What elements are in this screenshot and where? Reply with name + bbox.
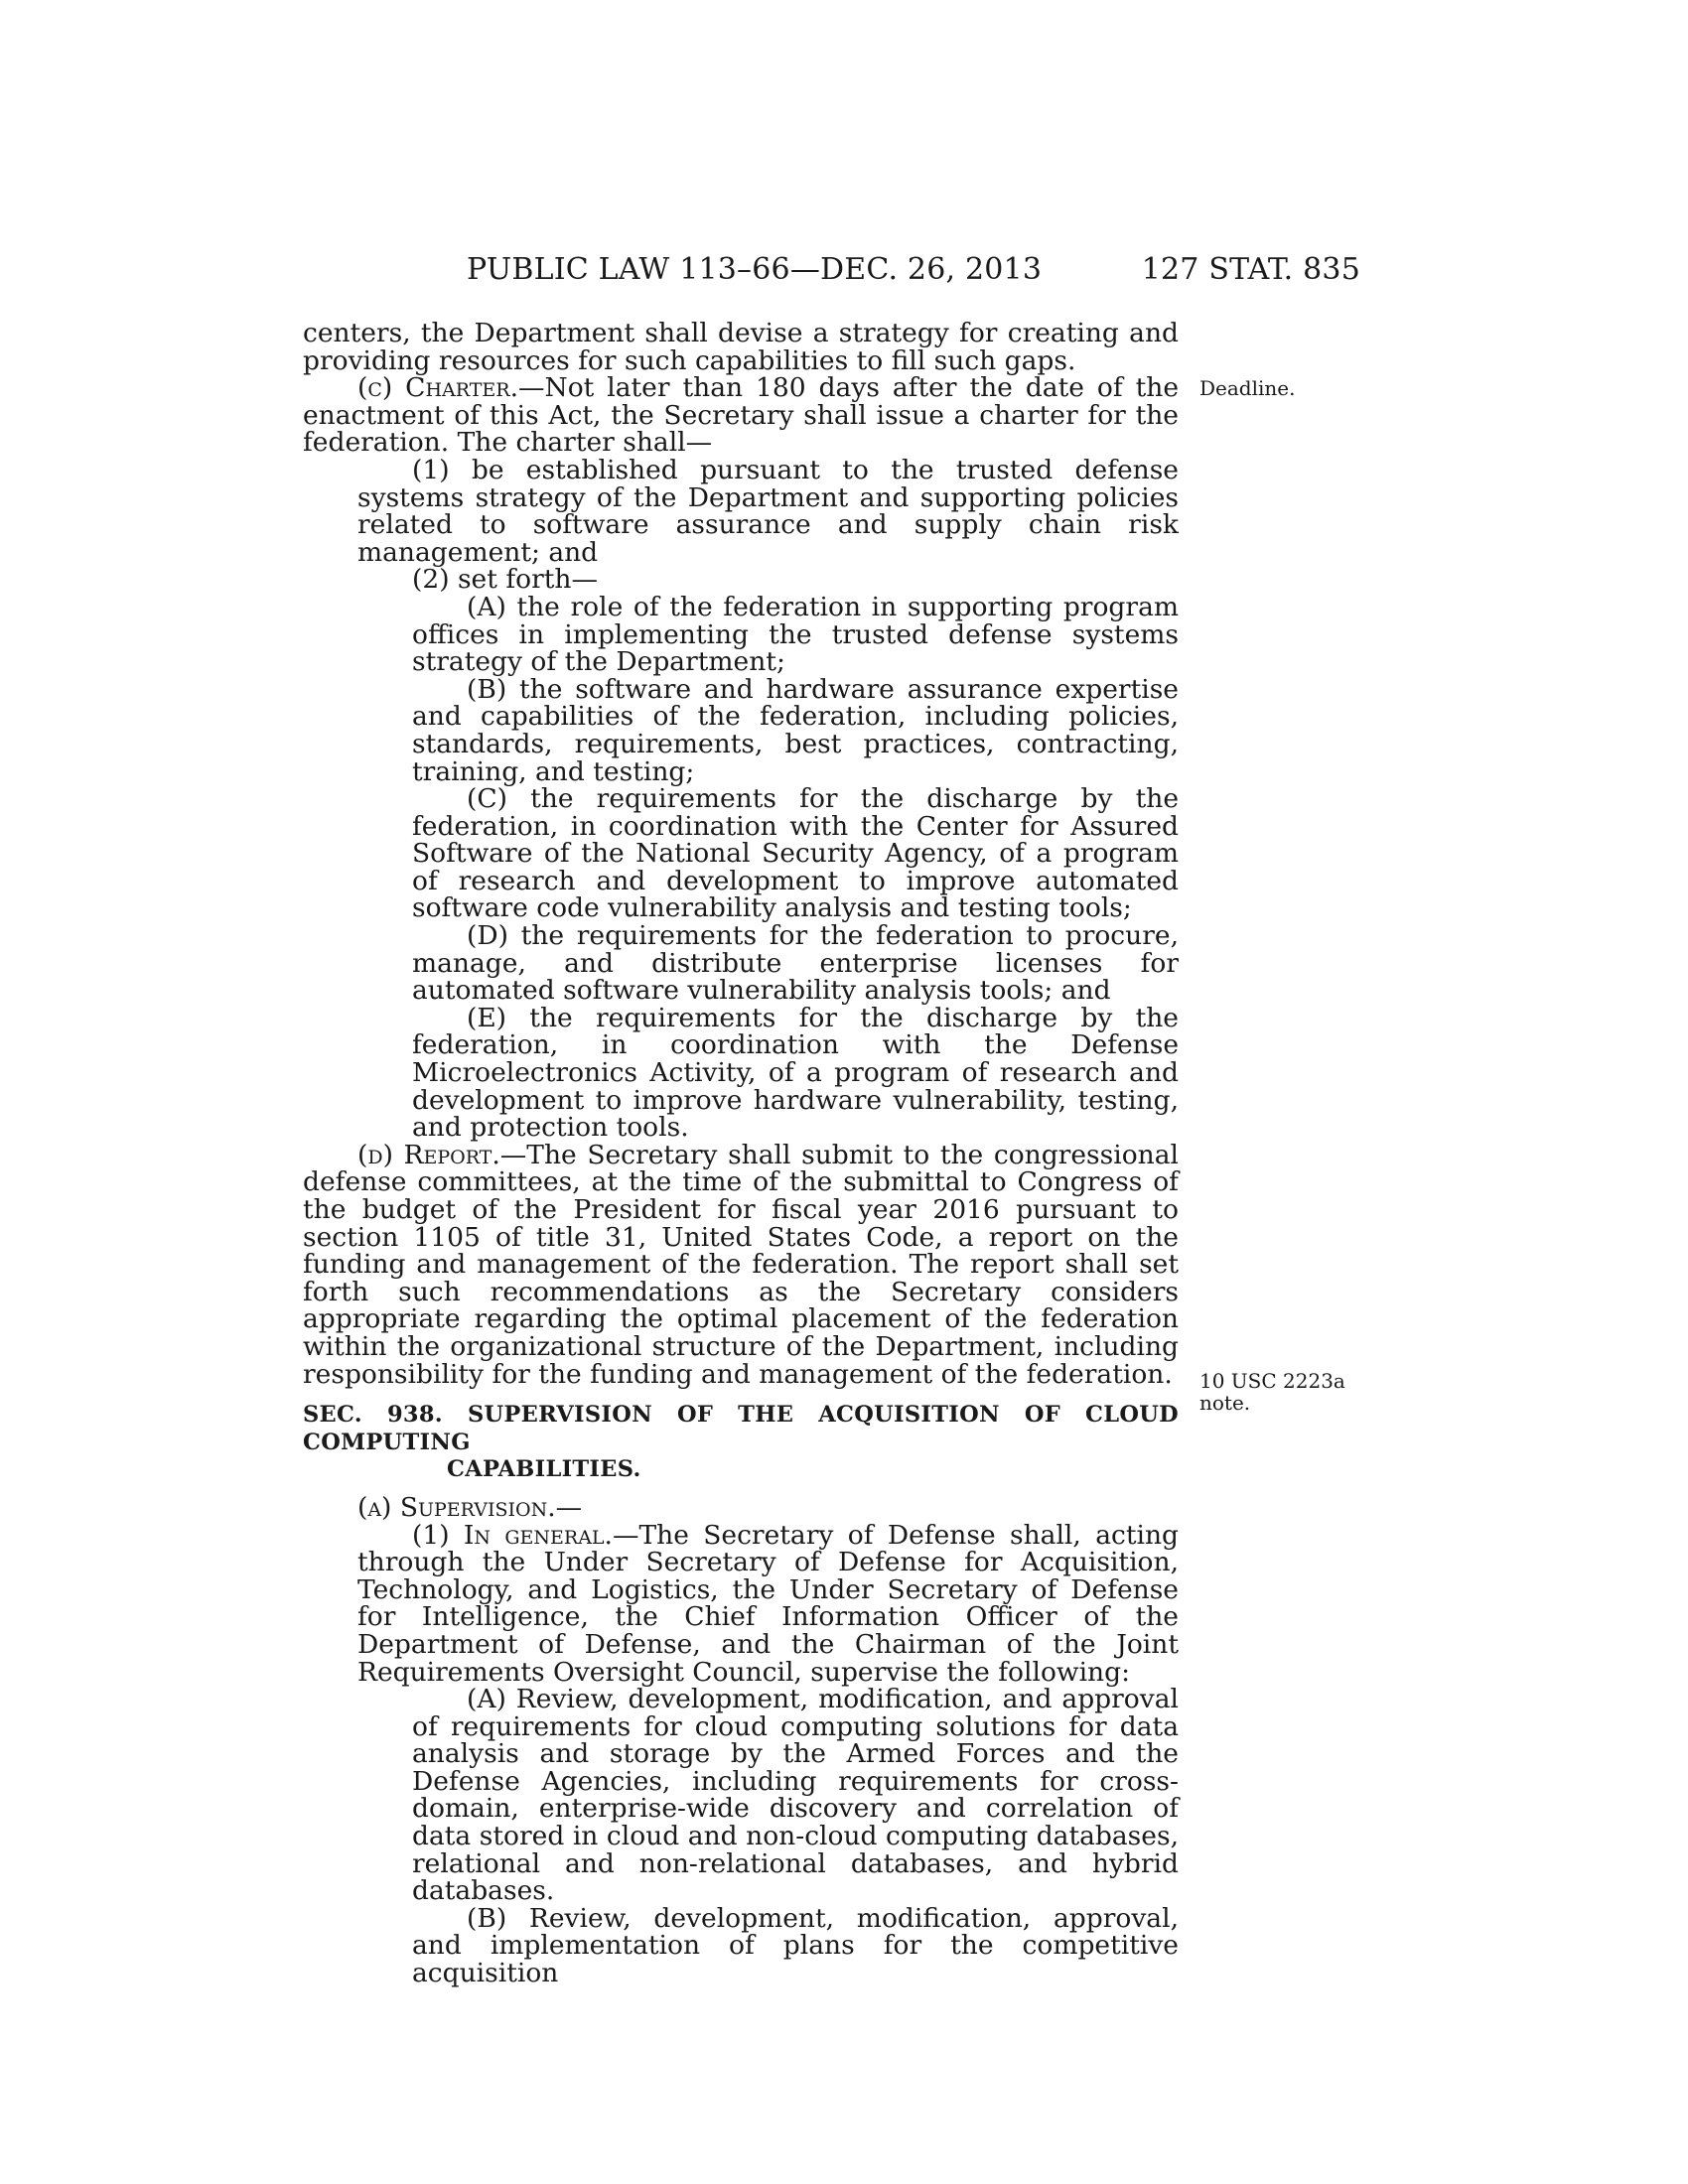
report-label: (d) Report.: [357, 1139, 500, 1170]
document-body: [303, 320, 1179, 1987]
stat-page-number: 127 STAT. 835: [1141, 252, 1360, 287]
margin-note-deadline: Deadline.: [1199, 376, 1296, 400]
charter-item-B: (B) the software and hardware assurance expertise and capabilities of the federation, including policies, standards, requirements, best practices, contracting, training, and testing;: [412, 673, 1179, 787]
charter-item-E: (E) the requirements for the discharge by the federation, in coordination with the Defense Microelectronics Activity, of a program of research and development to improve hardware vulnerability, testing, and protection tools.: [412, 1002, 1179, 1144]
section-heading: [303, 1402, 1179, 1484]
supervision-label: (a) Supervision.: [357, 1491, 556, 1523]
law-title: PUBLIC LAW 113–66—DEC. 26, 2013: [467, 252, 1043, 287]
margin-note-usc-line2: note.: [1199, 1391, 1251, 1415]
charter-item-1: (1) be established pursuant to the trusted defense systems strategy of the Department and supporting policies related to software assurance and supply chain risk management; and: [357, 454, 1179, 568]
paragraph-report: [303, 1139, 1180, 1390]
charter-text: —Not later than 180 days after the date of the enactment of this Act, the Secretary shall issue a charter for the federation. The charter shall—: [303, 372, 1180, 459]
paragraph-supervision: [303, 1491, 1179, 1523]
charter-item-A: (A) the role of the federation in supporting program offices in implementing the trusted defense systems strategy of the Department;: [412, 591, 1179, 678]
in-general-text: —The Secretary of Defense shall, acting through the Under Secretary of Defense for Acquisition, Technology, and Logistics, the Under Secretary of Defense for Intelligence, the Chief Information Officer of the Department of Defense, and the Chairman of the Joint Requirements Oversight Council, supervise the following:: [357, 1519, 1179, 1688]
paragraph-charter: [303, 374, 1179, 457]
in-general-label: (1) In general.: [412, 1519, 613, 1551]
charter-item-D: (D) the requirements for the federation to procure, manage, and distribute enterprise licenses for automated software vulnerability analysis tools; and: [412, 920, 1179, 1007]
paragraph-centers: centers, the Department shall devise a strategy for creating and providing resources for such capabilities to fill such gaps.: [303, 318, 1179, 376]
supervision-item-B: (B) Review, development, modification, approval, and implementation of plans for the competitive acquisition: [412, 1902, 1179, 1989]
margin-note-usc: [1199, 1370, 1345, 1414]
report-text: —The Secretary shall submit to the congressional defense committees, at the time of the submittal to Congress of the budget of the President for fiscal year 2016 pursuant to section 1105 of title 31, United States Code, a report on the funding and management of the federation. The report shall set forth such recommendations as the Secretary considers appropriate regarding the optimal placement of the federation within the organizational structure of the Department, including responsibility for the funding and management of the federation.: [303, 1139, 1180, 1390]
paragraph-in-general: [357, 1519, 1179, 1688]
supervision-item-A: (A) Review, development, modification, and approval of requirements for cloud computing solutions for data analysis and storage by the Armed Forces and the Defense Agencies, including requirements for cross-domain, enterprise-wide discovery and correlation of data stored in cloud and non-cloud computing databases, relational and non-relational databases, and hybrid databases.: [412, 1684, 1179, 1907]
section-heading-line2: CAPABILITIES.: [447, 1456, 641, 1483]
charter-item-C: (C) the requirements for the discharge by the federation, in coordination with the Center for Assured Software of the National Security Agency, of a program of research and development to improve automated software code vulnerability analysis and testing tools;: [412, 783, 1179, 924]
section-heading-line1: SEC. 938. SUPERVISION OF THE ACQUISITION OF CLOUD COMPUTING: [303, 1402, 1179, 1455]
supervision-dash: —: [555, 1491, 583, 1523]
charter-item-2: (2) set forth—: [412, 564, 598, 596]
charter-label: (c) Charter.: [357, 372, 518, 404]
page-header: [467, 250, 1360, 290]
margin-note-usc-line1: 10 USC 2223a: [1199, 1369, 1345, 1393]
